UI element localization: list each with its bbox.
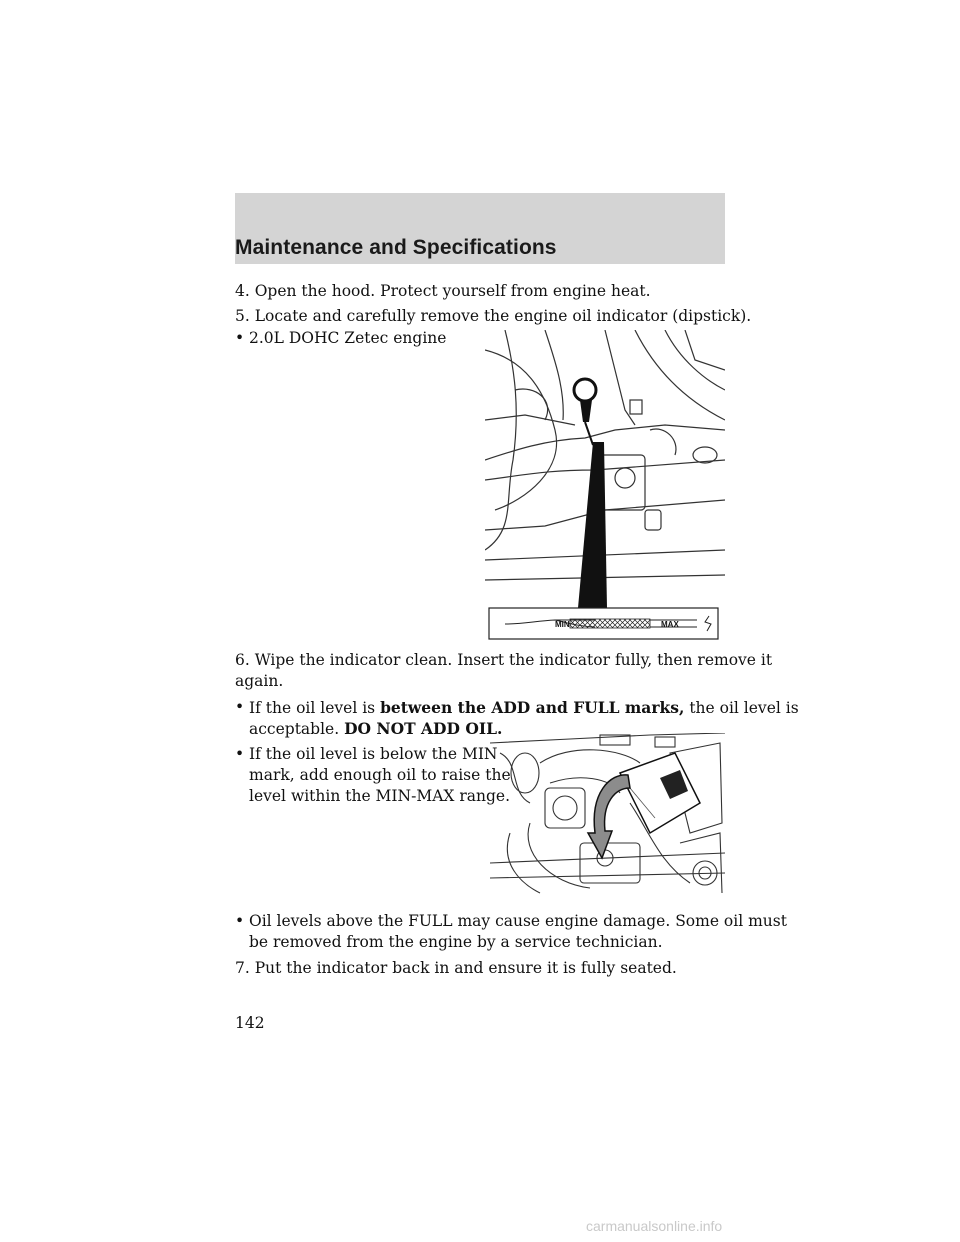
oil-bottle-icon: [620, 753, 700, 833]
dipstick-pointer: [578, 442, 607, 608]
engine-bullet: [235, 328, 447, 349]
dipstick-min-label: MIN: [555, 620, 570, 629]
bullet-text: the oil level is: [684, 699, 799, 717]
oil-acceptable-bullet-line-2: [249, 718, 502, 740]
step-5: 5. Locate and carefully remove the engine oil indicator (dipstick).: [235, 307, 752, 325]
bullet-dot: •: [235, 329, 245, 347]
reservoir: [511, 753, 539, 793]
do-not-add-oil-warning: DO NOT ADD OIL.: [344, 719, 503, 738]
oil-high-bullet: [235, 911, 787, 932]
bullet-emphasis: between the ADD and FULL marks,: [380, 698, 685, 717]
dipstick-handle-icon: [574, 379, 596, 445]
bullet-dot: •: [235, 745, 245, 763]
bullet-text: acceptable.: [249, 720, 345, 738]
dipstick-max-label: MAX: [661, 620, 679, 629]
step-4: 4. Open the hood. Protect yourself from engine heat.: [235, 282, 651, 300]
bullet-dot: •: [235, 698, 245, 716]
bullet-text: If the oil level is below the MIN: [249, 745, 498, 763]
oil-low-bullet-line-2: mark, add enough oil to raise the: [249, 766, 511, 784]
oil-high-bullet-line-2: be removed from the engine by a service technician.: [249, 933, 663, 951]
engine-hose: [485, 350, 557, 510]
page-number: 142: [235, 1014, 265, 1032]
dipstick-location-illustration: [485, 330, 725, 642]
dipstick-hatch: [570, 619, 650, 628]
bullet-text: If the oil level is: [249, 699, 381, 717]
adding-oil-illustration: [490, 733, 725, 895]
bullet-dot: •: [235, 912, 245, 930]
oil-low-bullet-line-3: level within the MIN-MAX range.: [249, 787, 511, 805]
oil-acceptable-bullet: [235, 697, 799, 719]
page-title: Maintenance and Specifications: [235, 236, 557, 259]
step-7: 7. Put the indicator back in and ensure it is fully seated.: [235, 959, 677, 977]
engine-bullet-text: 2.0L DOHC Zetec engine: [249, 329, 447, 347]
pour-arrow-icon: [588, 775, 630, 858]
watermark: carmanualsonline.info: [586, 1218, 723, 1234]
engine-component: [600, 455, 645, 510]
bullet-text: Oil levels above the FULL may cause engine damage. Some oil must: [249, 912, 787, 930]
step-6-line-1: 6. Wipe the indicator clean. Insert the indicator fully, then remove it: [235, 651, 773, 669]
step-6-line-2: again.: [235, 672, 284, 690]
oil-low-bullet: [235, 744, 498, 765]
